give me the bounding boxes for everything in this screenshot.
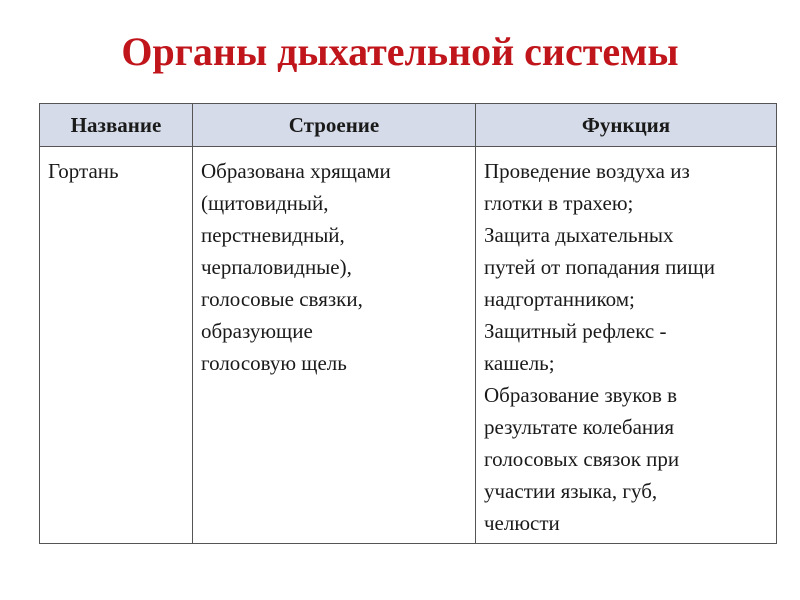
function-line: участии языка, губ, bbox=[484, 479, 658, 503]
table-row bbox=[40, 147, 777, 544]
function-line: Защитный рефлекс - bbox=[484, 319, 667, 343]
table-header-row bbox=[40, 104, 777, 147]
function-line: надгортанником; bbox=[484, 287, 635, 311]
organs-table bbox=[39, 103, 777, 544]
cell-structure bbox=[193, 147, 476, 544]
function-line: кашель; bbox=[484, 351, 555, 375]
function-line: результате колебания bbox=[484, 415, 675, 439]
function-line: Защита дыхательных bbox=[484, 223, 674, 247]
structure-line: голосовые связки, bbox=[201, 287, 363, 311]
header-function: Функция bbox=[476, 104, 777, 147]
structure-line: голосовую щель bbox=[201, 351, 347, 375]
function-line: челюсти bbox=[484, 511, 560, 535]
function-line: голосовых связок при bbox=[484, 447, 680, 471]
function-line: Проведение воздуха из bbox=[484, 159, 690, 183]
structure-line: Образована хрящами bbox=[201, 159, 391, 183]
cell-name bbox=[40, 147, 193, 544]
structure-line: образующие bbox=[201, 319, 313, 343]
structure-line: (щитовидный, bbox=[201, 191, 329, 215]
function-line: глотки в трахею; bbox=[484, 191, 634, 215]
page-title: Органы дыхательной системы bbox=[121, 29, 679, 74]
structure-line: черпаловидные), bbox=[201, 255, 352, 279]
header-name: Название bbox=[40, 104, 193, 147]
function-line: путей от попадания пищи bbox=[484, 255, 715, 279]
structure-line: перстневидный, bbox=[201, 223, 345, 247]
header-structure: Строение bbox=[193, 104, 476, 147]
organ-name: Гортань bbox=[48, 159, 119, 183]
function-line: Образование звуков в bbox=[484, 383, 678, 407]
cell-function bbox=[476, 147, 777, 544]
